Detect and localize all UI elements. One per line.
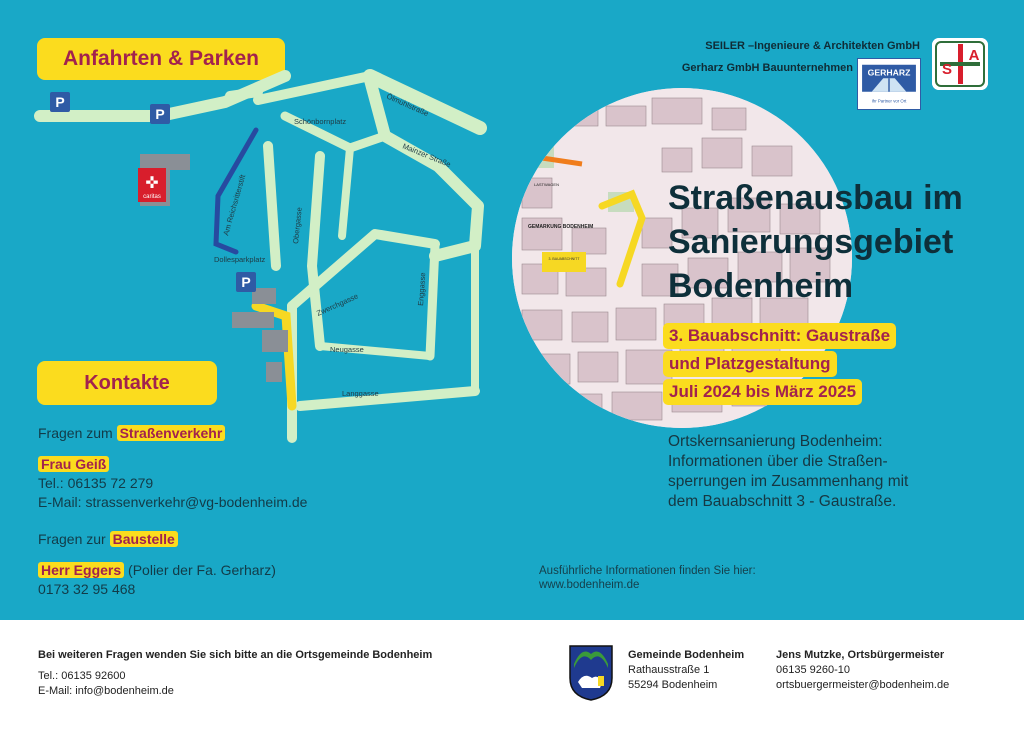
caritas-cross-icon: ✜ [145,173,159,192]
subtitle-block [663,323,896,407]
parking-icon-1: P [55,94,65,110]
baustelle-topic: Baustelle [110,531,178,547]
contacts-block [38,424,478,599]
footer [0,620,1024,732]
footer-mayor: Jens Mutzke, Ortsbürgermeister 06135 9260-10 ortsbuergermeister@bodenheim.de [776,649,950,691]
footer-gemeinde: Gemeinde Bodenheim Rathausstraße 1 55294 Bodenheim [628,649,745,691]
baustelle-tel: 0173 32 95 468 [38,581,136,597]
parking-icon-3: P [241,274,251,290]
baustelle-question: Fragen zur Baustelle [38,530,478,549]
anfahrten-label: Anfahrten & Parken [37,38,285,80]
label-obergasse: Obergasse [291,206,304,245]
sia-logo [932,38,988,90]
verkehr-topic: Straßenverkehr [117,425,226,441]
svg-text:A: A [968,47,980,64]
gerharz-name: Gerharz GmbH Bauunternehmen [681,62,853,74]
more-info: Ausführliche Informationen finden Sie hier: www.bodenheim.de [539,565,756,591]
verkehr-email[interactable]: E-Mail: strassenverkehr@vg-bodenheim.de [38,494,308,510]
street-obergasse-west [268,146,276,266]
svg-text:GEMARKUNG BODENHEIM: GEMARKUNG BODENHEIM [528,224,594,230]
street-mid [342,148,350,236]
verkehr-question: Fragen zum Straßenverkehr [38,424,478,443]
page-title: Straßenausbau im Sanierungsgebiet Bodenheim [668,179,963,305]
label-schoenbornplatz: Schönbornplatz [294,117,347,126]
building-dolles-3 [262,330,288,352]
footer-contact: Bei weiteren Fragen wenden Sie sich bitte an die Ortsgemeinde Bodenheim Tel.: 06135 92600 E-Mail: info@bodenheim.de [38,649,433,697]
label-enggasse: Enggasse [416,272,428,307]
svg-text:3. BAUABSCHNITT: 3. BAUABSCHNITT [548,257,580,261]
bodenheim-crest [568,644,614,702]
label-oelmuehlstrasse: Ölmühlstraße [385,91,430,119]
svg-text:GERHARZ: GERHARZ [867,67,911,78]
parking-icon-2: P [155,106,165,122]
description: Ortskernsanierung Bodenheim: Informationen über die Straßen- sperrungen im Zusammenhang mit dem Bauabschnitt 3 - Gaustraße. [668,433,909,510]
baustelle-name: Herr Eggers [38,562,124,578]
subtitle-line-2: und Platzgestaltung [663,351,837,377]
building-caritas-2 [140,154,190,170]
label-am-reichsritterstift: Am Reichsritterstift [221,173,248,237]
kontakte-label: Kontakte [37,361,217,405]
baustelle-role: (Polier der Fa. Gerharz) [124,562,276,578]
label-zwerchgasse: Zwerchgasse [315,291,360,318]
building-dolles-4 [266,362,282,382]
label-mainzer-strasse: Mainzer Straße [401,141,453,170]
street-connector [230,92,258,96]
seiler-name: SEILER –Ingenieure & Architekten GmbH [705,40,920,52]
street-langgasse [300,391,475,406]
verkehr-name: Frau Geiß [38,456,109,472]
label-langgasse: Langgasse [342,389,379,398]
footer-email[interactable]: E-Mail: info@bodenheim.de [38,685,174,697]
svg-text:LASTWAGEN: LASTWAGEN [534,182,559,187]
subtitle-line-3: Juli 2024 bis März 2025 [663,379,862,405]
subtitle-line-1: 3. Bauabschnitt: Gaustraße [663,323,896,349]
gerharz-logo [857,58,921,110]
caritas-text: caritas [143,194,161,200]
svg-text:S: S [941,61,953,78]
label-dollesparkplatz: Dollesparkplatz [214,255,266,264]
street-enggasse [430,246,435,356]
svg-text:Ihr Partner vor Ort: Ihr Partner vor Ort [871,98,907,104]
website-link[interactable]: www.bodenheim.de [539,579,640,591]
verkehr-tel: Tel.: 06135 72 279 [38,475,154,491]
building-dolles-2 [232,312,274,328]
mayor-email[interactable]: ortsbuergermeister@bodenheim.de [776,679,950,691]
label-neugasse: Neugasse [330,345,364,354]
